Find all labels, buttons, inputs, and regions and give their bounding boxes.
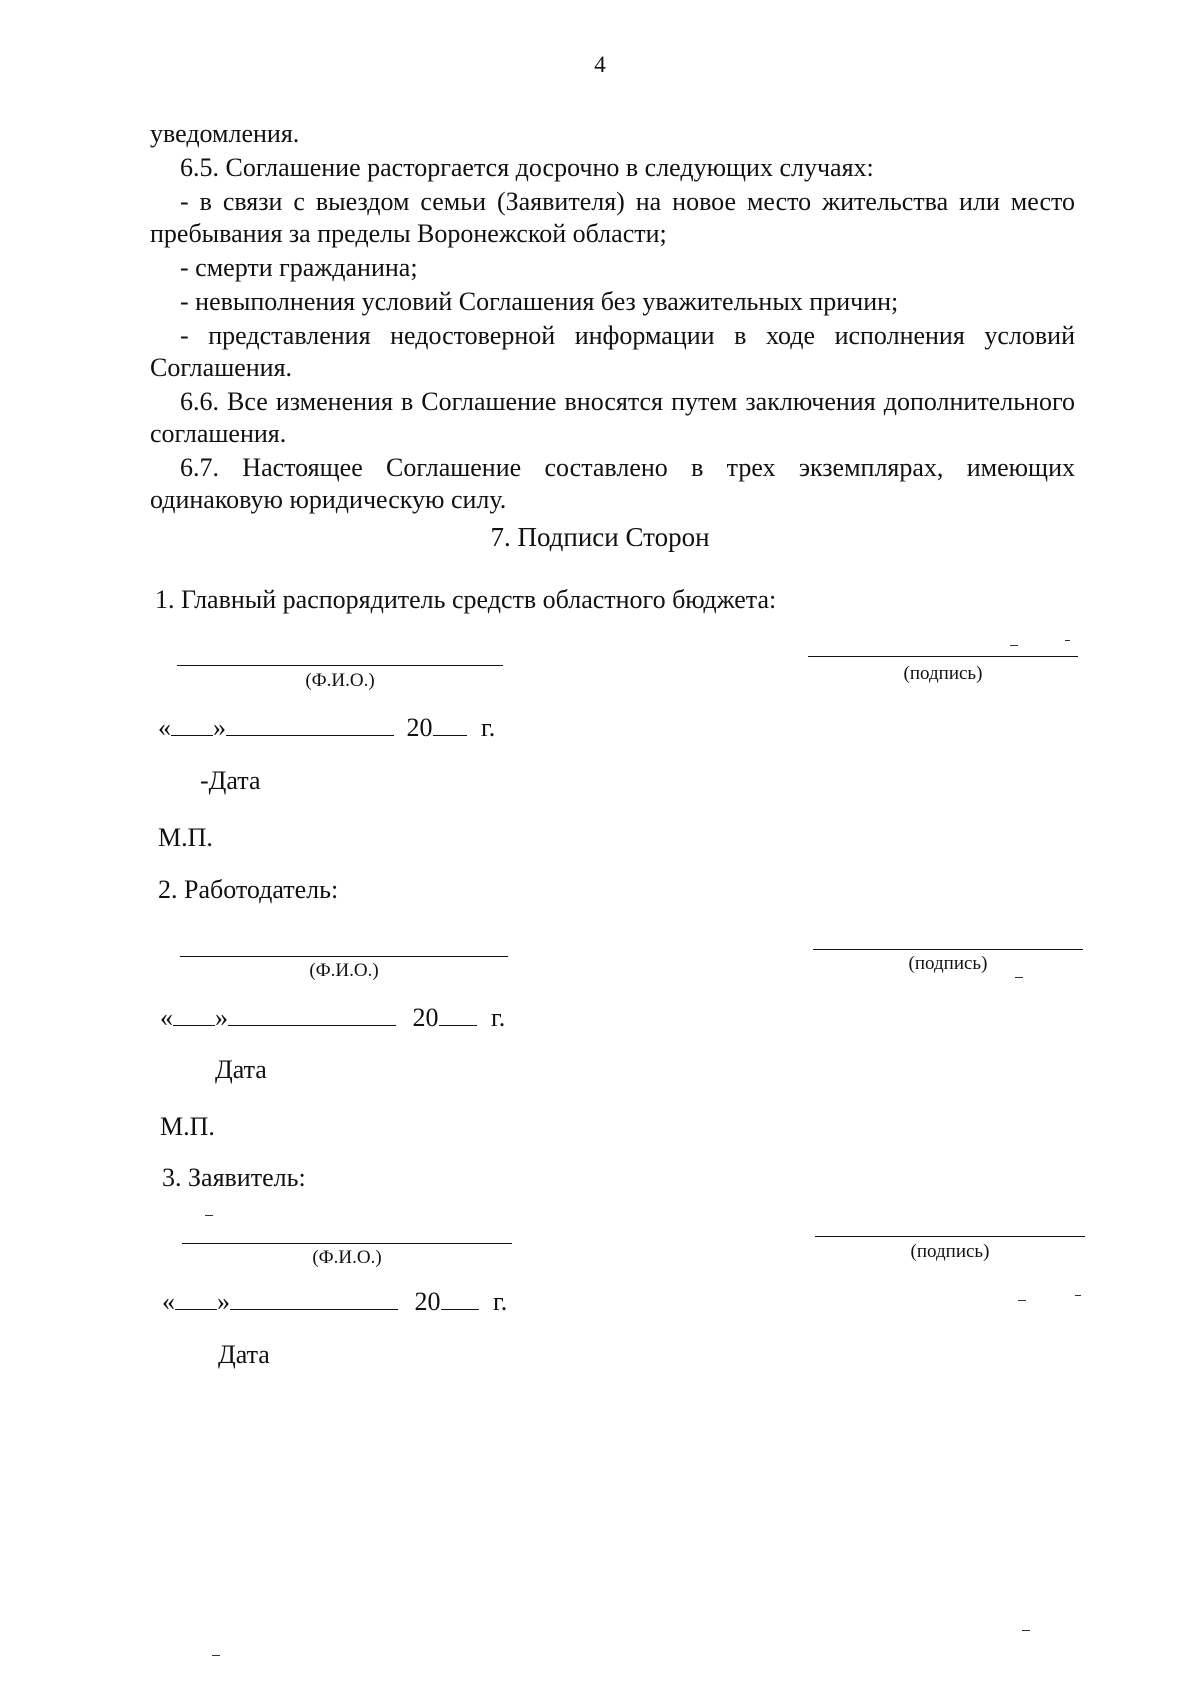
paragraph-6-7: 6.7. Настоящее Соглашение составлено в трех экземплярах, имеющих одинаковую юридическую силу. bbox=[150, 453, 1075, 514]
list-item-relocation: - в связи с выездом семьи (Заявителя) на новое место жительства или место пребывания за пределы Воронежской области; bbox=[150, 187, 1075, 248]
date-quote-open: « bbox=[160, 1003, 173, 1032]
scan-mark bbox=[205, 1215, 213, 1216]
party-2-signature-caption: (подпись) bbox=[908, 953, 988, 974]
year-blank bbox=[439, 1005, 477, 1026]
party-3-date-line bbox=[162, 1287, 507, 1317]
year-prefix: 20 bbox=[412, 1003, 439, 1032]
scan-mark bbox=[1022, 1630, 1030, 1631]
body-text bbox=[150, 118, 1075, 516]
year-prefix: 20 bbox=[414, 1287, 441, 1316]
day-blank bbox=[173, 1005, 215, 1026]
party-3-title: 3. Заявитель: bbox=[162, 1163, 306, 1192]
scan-mark bbox=[1010, 645, 1018, 646]
month-blank bbox=[228, 1005, 396, 1026]
year-suffix: г. bbox=[493, 1287, 508, 1316]
date-quote-open: « bbox=[162, 1287, 175, 1316]
day-blank bbox=[171, 715, 213, 736]
party-1-seal: М.П. bbox=[158, 823, 213, 852]
month-blank bbox=[226, 715, 394, 736]
year-blank bbox=[441, 1289, 479, 1310]
party-1-fio-line bbox=[177, 665, 503, 666]
party-3-signature-caption: (подпись) bbox=[910, 1241, 990, 1262]
date-quote-close: » bbox=[217, 1287, 230, 1316]
year-prefix: 20 bbox=[406, 713, 433, 742]
party-2-signature-line bbox=[813, 949, 1083, 950]
party-3-fio-caption: (Ф.И.О.) bbox=[312, 1247, 382, 1268]
paragraph-6-5: 6.5. Соглашение расторгается досрочно в следующих случаях: bbox=[180, 153, 874, 182]
page-number: 4 bbox=[594, 52, 606, 77]
year-suffix: г. bbox=[491, 1003, 506, 1032]
party-2-date-line bbox=[160, 1003, 505, 1033]
party-1-signature-caption: (подпись) bbox=[903, 663, 983, 684]
party-2-seal: М.П. bbox=[160, 1112, 215, 1141]
party-3-fio-line bbox=[182, 1243, 512, 1244]
party-3-signature-line bbox=[815, 1236, 1085, 1237]
year-suffix: г. bbox=[481, 713, 496, 742]
scan-mark bbox=[1018, 1300, 1026, 1301]
date-quote-close: » bbox=[215, 1003, 228, 1032]
scan-mark bbox=[1075, 1295, 1081, 1296]
list-item-death: - смерти гражданина; bbox=[180, 253, 418, 282]
scan-mark bbox=[1015, 977, 1023, 978]
scan-mark bbox=[1065, 640, 1070, 641]
party-2-title: 2. Работодатель: bbox=[158, 875, 339, 904]
party-1-signature-line bbox=[808, 656, 1078, 657]
list-item-false-information: - представления недостоверной информации в ходе исполнения условий Соглашения. bbox=[150, 321, 1075, 382]
party-1-date-line bbox=[158, 713, 495, 743]
party-1-fio-caption: (Ф.И.О.) bbox=[305, 670, 375, 691]
year-blank bbox=[433, 715, 467, 736]
list-item-nonfulfillment: - невыполнения условий Соглашения без уважительных причин; bbox=[180, 287, 899, 316]
party-3-date-label: Дата bbox=[218, 1340, 270, 1369]
date-quote-close: » bbox=[213, 713, 226, 742]
paragraph-continuation: уведомления. bbox=[150, 119, 300, 148]
date-quote-open: « bbox=[158, 713, 171, 742]
party-2-fio-line bbox=[180, 956, 508, 957]
day-blank bbox=[175, 1289, 217, 1310]
party-1-title: 1. Главный распорядитель средств областного бюджета: bbox=[155, 585, 777, 614]
party-2-fio-caption: (Ф.И.О.) bbox=[309, 960, 379, 981]
section-title-signatures: 7. Подписи Сторон bbox=[490, 522, 710, 552]
month-blank bbox=[230, 1289, 398, 1310]
scan-mark bbox=[212, 1655, 220, 1656]
party-1-date-label: -Дата bbox=[200, 766, 261, 795]
party-2-date-label: Дата bbox=[215, 1055, 267, 1084]
paragraph-6-6: 6.6. Все изменения в Соглашение вносятся путем заключения дополнительного соглашения. bbox=[150, 387, 1075, 448]
